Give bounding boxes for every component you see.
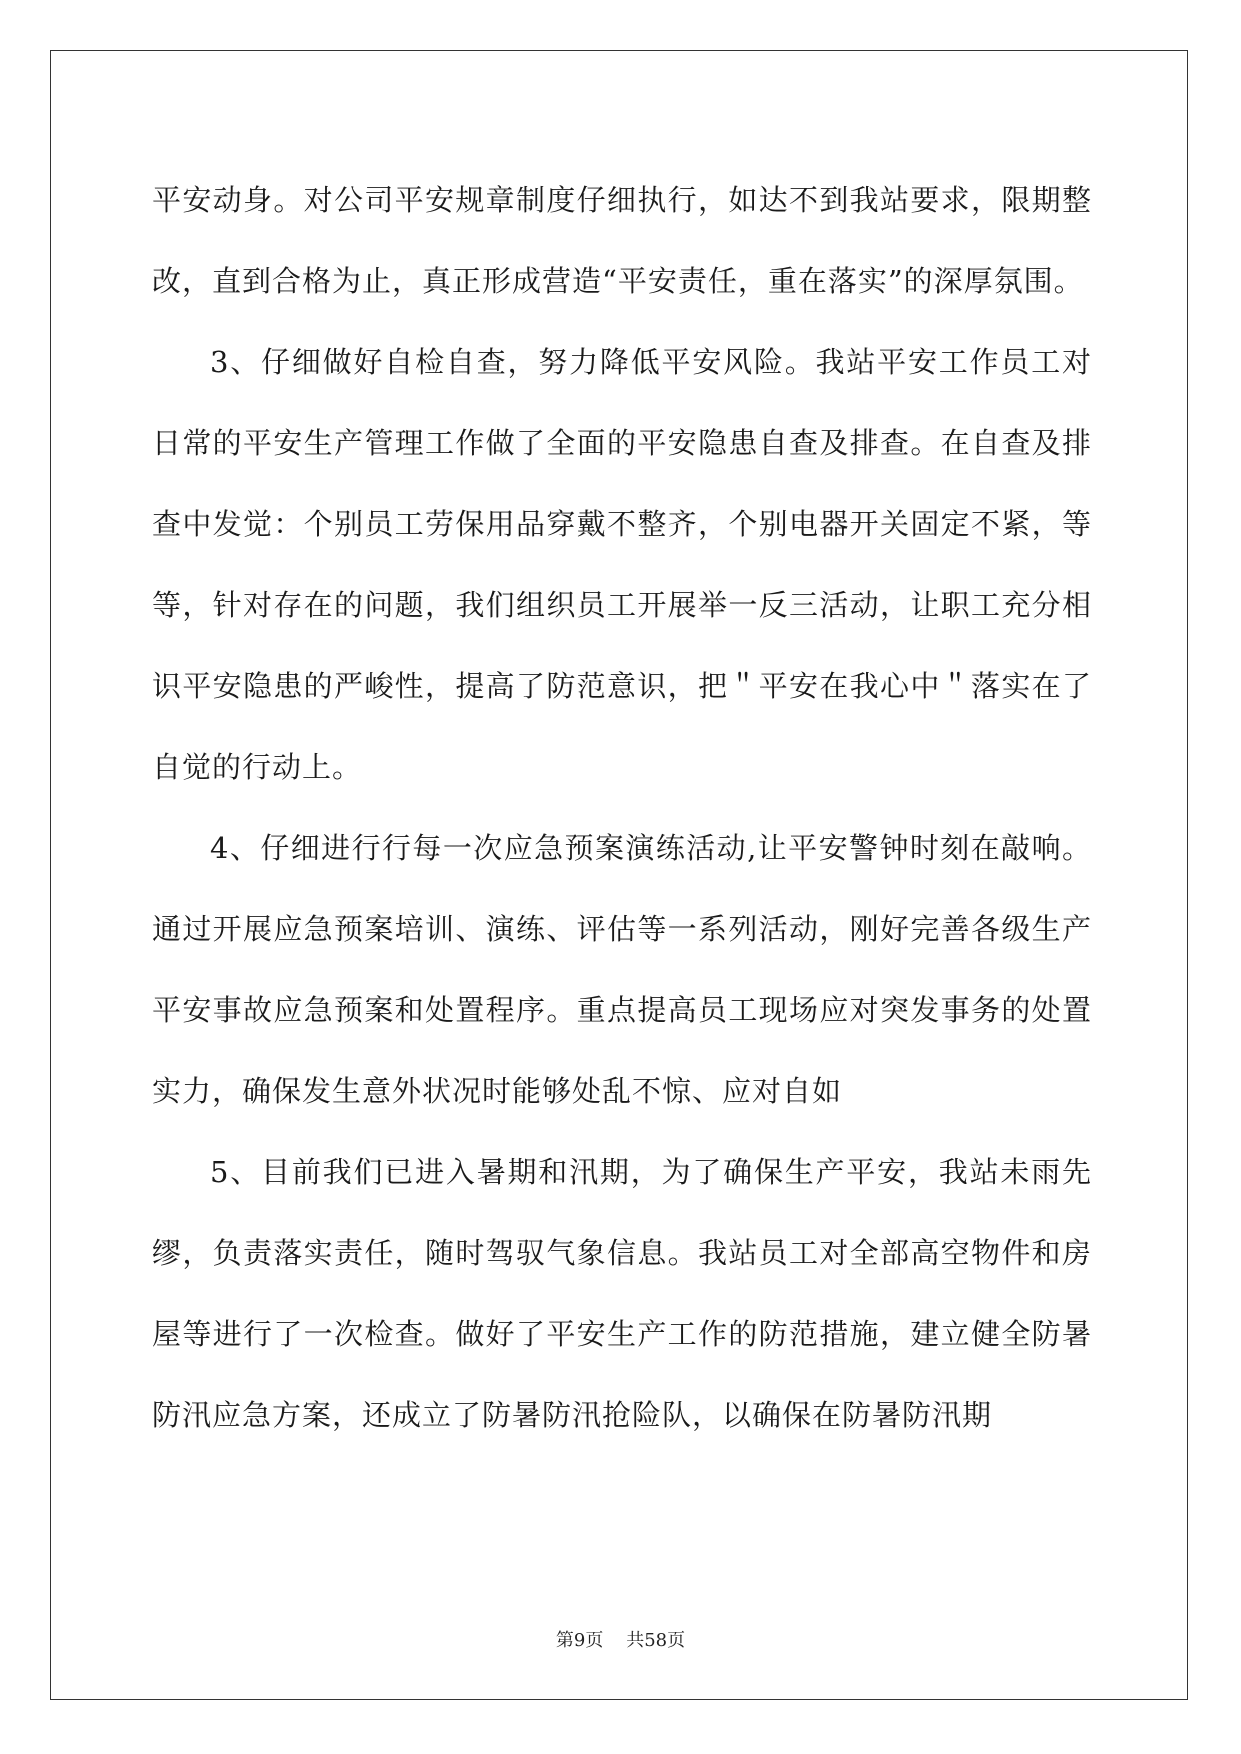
total-prefix: 共 (626, 1630, 645, 1651)
page-suffix: 页 (585, 1630, 604, 1651)
document-body (152, 160, 1092, 1456)
page-prefix: 第 (555, 1630, 574, 1651)
total-suffix: 页 (667, 1630, 686, 1651)
paragraph-3: 4、仔细进行行每一次应急预案演练活动,让平安警钟时刻在敲响。通过开展应急预案培训、演练、评估等一系列活动，刚好完善各级生产平安事故应急预案和处置程序。重点提高员工现场应对突发事务的处置实力，确保发生意外状况时能够处乱不惊、应对自如 (152, 831, 1092, 1108)
paragraph-4: 5、目前我们已进入暑期和汛期，为了确保生产平安，我站未雨先缪，负责落实责任，随时驾驭气象信息。我站员工对全部高空物件和房屋等进行了一次检查。做好了平安生产工作的防范措施，建立健全防暑防汛应急方案，还成立了防暑防汛抢险队，以确保在防暑防汛期 (152, 1155, 1092, 1432)
paragraph-2: 3、仔细做好自检自查，努力降低平安风险。我站平安工作员工对日常的平安生产管理工作做了全面的平安隐患自查及排查。在自查及排查中发觉：个别员工劳保用品穿戴不整齐，个别电器开关固定不紧，等等，针对存在的问题，我们组织员工开展举一反三活动，让职工充分相识平安隐患的严峻性，提高了防范意识，把＂平安在我心中＂落实在了自觉的行动上。 (152, 345, 1092, 784)
total-pages: 58 (644, 1630, 668, 1651)
page-number: 9 (573, 1630, 586, 1651)
page-footer (0, 1626, 1241, 1652)
paragraph-1: 平安动身。对公司平安规章制度仔细执行，如达不到我站要求，限期整改，直到合格为止，真正形成营造“平安责任，重在落实”的深厚氛围。 (152, 183, 1092, 298)
